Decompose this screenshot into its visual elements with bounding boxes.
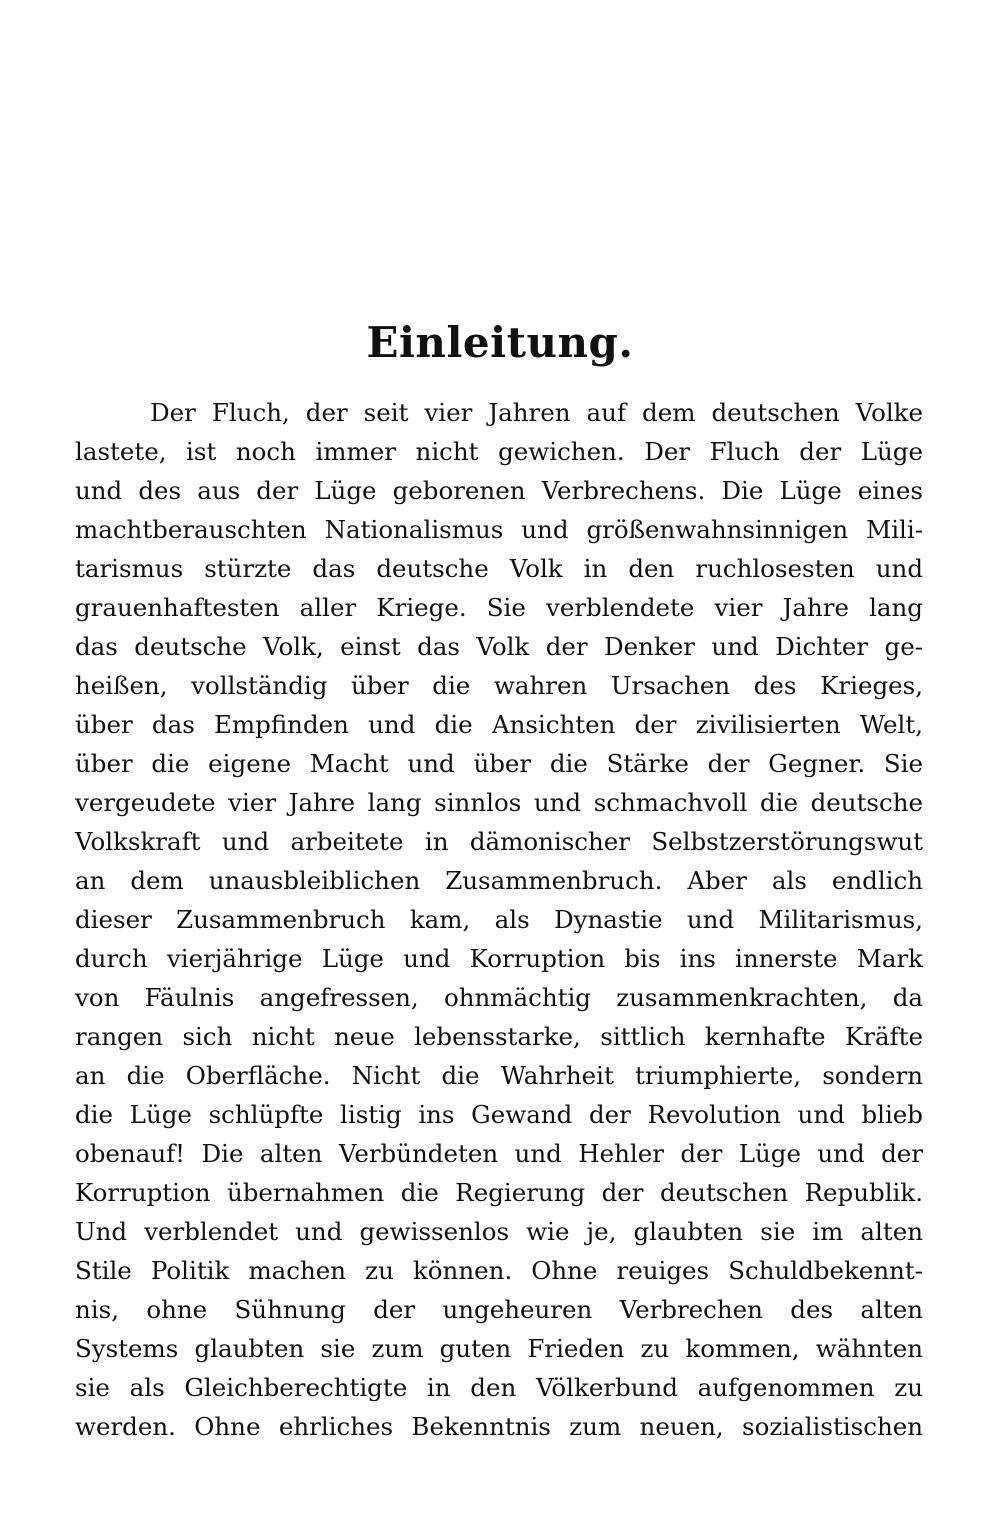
text-line — [75, 393, 923, 432]
text-line — [75, 627, 923, 666]
text-line-content: vergeudete vier Jahre lang sinnlos und schmachvoll die deutsche — [75, 788, 923, 817]
text-line-content: rangen sich nicht neue lebensstarke, sittlich kernhafte Kräfte — [75, 1022, 923, 1051]
text-line-content: die Lüge schlüpfte listig ins Gewand der Revolution und blieb — [75, 1100, 923, 1129]
text-line — [75, 1017, 923, 1056]
text-line-content: lastete, ist noch immer nicht gewichen. Der Fluch der Lüge — [75, 437, 923, 466]
text-line-content: über das Empfinden und die Ansichten der zivilisierten Welt, — [75, 710, 923, 739]
text-line — [75, 1173, 923, 1212]
text-line — [75, 549, 923, 588]
text-line-content: machtberauschten Nationalismus und größenwahnsinnigen Mili- — [75, 515, 923, 544]
text-line-content: Stile Politik machen zu können. Ohne reuiges Schuldbekennt- — [75, 1256, 923, 1285]
text-line — [75, 1368, 923, 1407]
text-line — [75, 1329, 923, 1368]
text-line-content: von Fäulnis angefressen, ohnmächtig zusammenkrachten, da — [75, 983, 923, 1012]
text-line — [75, 1134, 923, 1173]
text-line — [75, 744, 923, 783]
text-line-content: sie als Gleichberechtigte in den Völkerbund aufgenommen zu — [75, 1373, 923, 1402]
text-line — [75, 666, 923, 705]
text-line — [75, 588, 923, 627]
text-line — [75, 432, 923, 471]
text-line-content: obenauf! Die alten Verbündeten und Hehler der Lüge und der — [75, 1139, 923, 1168]
text-line-content: und des aus der Lüge geborenen Verbrechens. Die Lüge eines — [75, 476, 923, 505]
text-line — [75, 861, 923, 900]
text-line — [75, 900, 923, 939]
text-line-content: das deutsche Volk, einst das Volk der Denker und Dichter ge- — [75, 632, 923, 661]
text-line-content: Systems glaubten sie zum guten Frieden zu kommen, wähnten — [75, 1334, 923, 1363]
text-line-content: dieser Zusammenbruch kam, als Dynastie und Militarismus, — [75, 905, 923, 934]
text-line — [75, 939, 923, 978]
text-line-content: über die eigene Macht und über die Stärke der Gegner. Sie — [75, 749, 923, 778]
text-line — [75, 471, 923, 510]
text-line — [75, 1290, 923, 1329]
text-line — [75, 1095, 923, 1134]
text-line-content: an die Oberfläche. Nicht die Wahrheit triumphierte, sondern — [75, 1061, 923, 1090]
text-line — [75, 1056, 923, 1095]
text-line — [75, 978, 923, 1017]
text-line-content: durch vierjährige Lüge und Korruption bis ins innerste Mark — [75, 944, 923, 973]
text-line-content: nis, ohne Sühnung der ungeheuren Verbrechen des alten — [75, 1295, 923, 1324]
text-line-content: grauenhaftesten aller Kriege. Sie verblendete vier Jahre lang — [75, 593, 923, 622]
text-line — [75, 1212, 923, 1251]
text-line-content: werden. Ohne ehrliches Bekenntnis zum neuen, sozialistischen — [75, 1412, 923, 1441]
text-line-content: Volkskraft und arbeitete in dämonischer Selbstzerstörungswut — [75, 827, 923, 856]
text-line-content: tarismus stürzte das deutsche Volk in den ruchlosesten und — [75, 554, 923, 583]
text-line — [75, 1251, 923, 1290]
text-line-content: Und verblendet und gewissenlos wie je, glaubten sie im alten — [75, 1217, 923, 1246]
text-line-content: heißen, vollständig über die wahren Ursachen des Krieges, — [75, 671, 923, 700]
text-line — [75, 783, 923, 822]
text-line — [75, 1407, 923, 1446]
text-line — [75, 510, 923, 549]
body-text — [75, 393, 923, 1446]
text-line-content: an dem unausbleiblichen Zusammenbruch. Aber als endlich — [75, 866, 923, 895]
text-line-content: Korruption übernahmen die Regierung der deutschen Republik. — [75, 1178, 923, 1207]
text-line-content: Der Fluch, der seit vier Jahren auf dem deutschen Volke — [150, 398, 923, 427]
text-line — [75, 705, 923, 744]
text-line — [75, 822, 923, 861]
page-title: Einleitung. — [366, 318, 634, 367]
